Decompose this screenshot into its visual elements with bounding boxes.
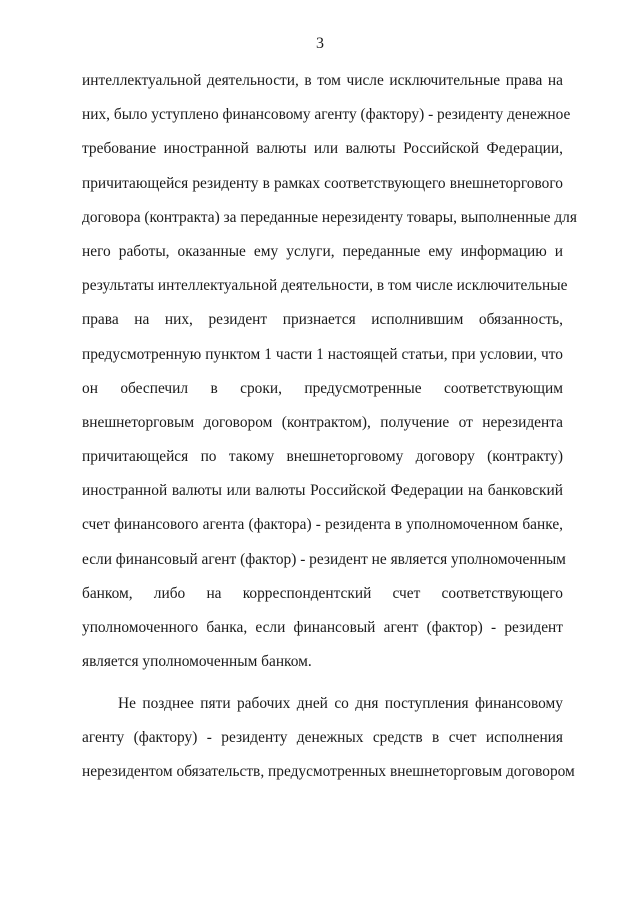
text-line: он обеспечил в сроки, предусмотренные соответствующим bbox=[82, 379, 563, 397]
text-line: уполномоченного банка, если финансовый агент (фактор) - резидент bbox=[82, 619, 563, 636]
text-line: них, было уступлено финансовому агенту (фактору) - резиденту денежное bbox=[82, 106, 571, 124]
paragraph-1 bbox=[82, 71, 577, 686]
text-line: агенту (фактору) - резиденту денежных средств в счет исполнения bbox=[82, 729, 563, 747]
text-line: нерезидентом обязательств, предусмотренных внешнеторговым договором bbox=[82, 763, 575, 781]
text-line: предусмотренную пунктом 1 части 1 настоящей статьи, при условии, что bbox=[82, 345, 563, 363]
page-number: 3 bbox=[316, 35, 324, 52]
text-line: Не позднее пяти рабочих дней со дня поступления финансовому bbox=[118, 695, 563, 712]
text-line: счет финансового агента (фактора) - резидента в уполномоченном банке, bbox=[82, 516, 563, 534]
text-line: причитающейся по такому внешнеторговому договору (контракту) bbox=[82, 448, 563, 466]
text-line: внешнеторговым договором (контрактом), получение от нерезидента bbox=[82, 413, 563, 431]
text-line: права на них, резидент признается исполнившим обязанность, bbox=[82, 311, 563, 329]
text-line: банком, либо на корреспондентский счет соответствующего bbox=[82, 584, 563, 602]
paragraph-2 bbox=[82, 694, 575, 797]
text-line: него работы, оказанные ему услуги, переданные ему информацию и bbox=[82, 242, 563, 260]
text-line: договора (контракта) за переданные нерезиденту товары, выполненные для bbox=[82, 208, 577, 226]
text-line: причитающейся резиденту в рамках соответствующего внешнеторгового bbox=[82, 174, 563, 192]
text-line: если финансовый агент (фактор) - резидент не является уполномоченным bbox=[82, 550, 566, 568]
text-line: иностранной валюты или валюты Российской Федерации на банковский bbox=[82, 482, 563, 500]
text-line: результаты интеллектуальной деятельности, в том числе исключительные bbox=[82, 277, 568, 295]
text-line: является уполномоченным банком. bbox=[82, 653, 312, 671]
text-line: требование иностранной валюты или валюты Российской Федерации, bbox=[82, 140, 563, 158]
text-line: интеллектуальной деятельности, в том числе исключительные права на bbox=[82, 72, 563, 89]
